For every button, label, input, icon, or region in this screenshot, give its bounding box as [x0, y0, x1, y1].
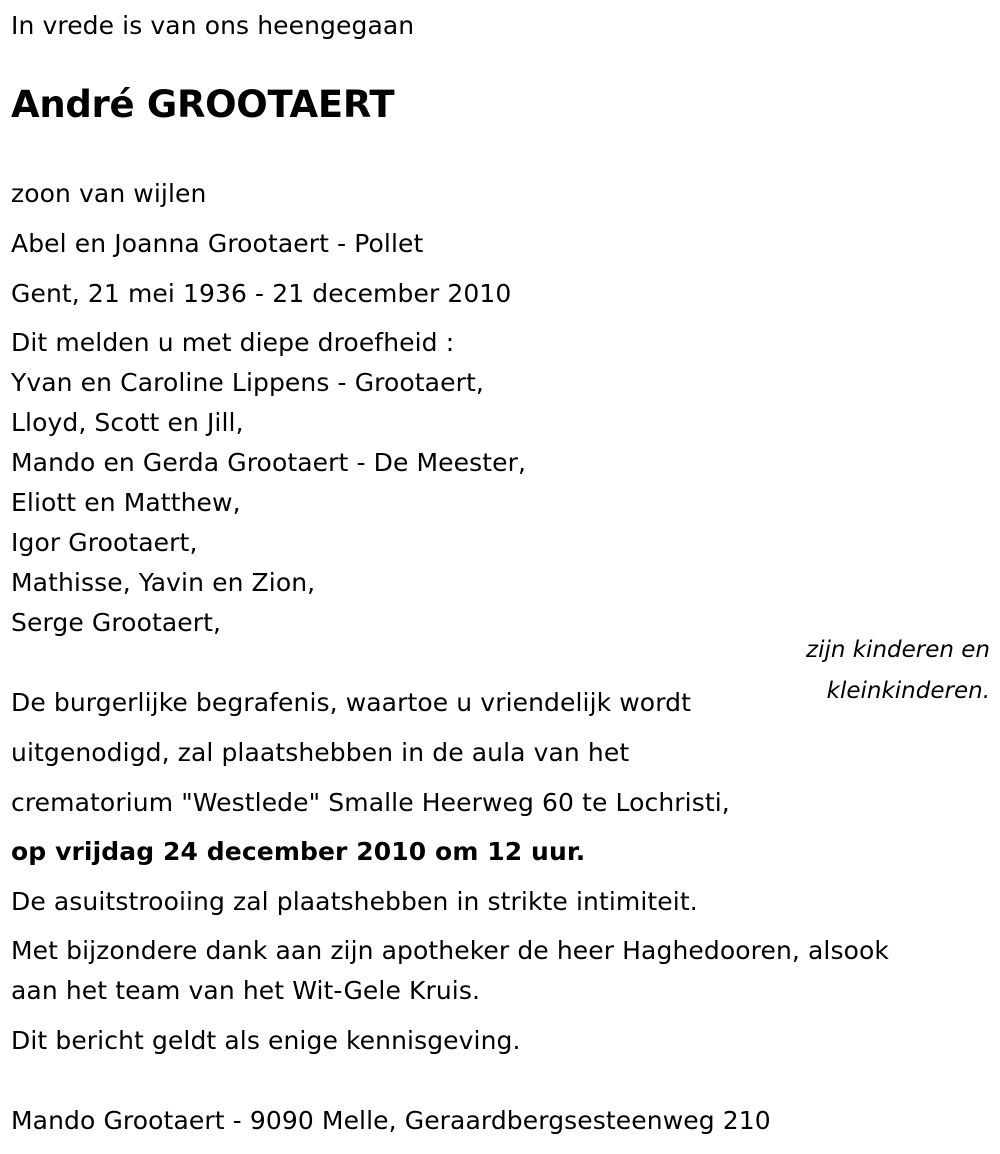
funeral-line: De burgerlijke begrafenis, waartoe u vriendelijk wordt [11, 688, 692, 717]
thanks-line: aan het team van het Wit-Gele Kruis. [11, 976, 481, 1005]
family-line: Igor Grootaert, [11, 528, 198, 557]
family-line: Mathisse, Yavin en Zion, [11, 568, 316, 597]
funeral-line: crematorium "Westlede" Smalle Heerweg 60 te Lochristi, [11, 788, 730, 817]
funeral-date: op vrijdag 24 december 2010 om 12 uur. [11, 837, 586, 866]
dates-text: Gent, 21 mei 1936 - 21 december 2010 [11, 279, 512, 308]
funeral-line: uitgenodigd, zal plaatshebben in de aula van het [11, 738, 630, 767]
family-line: Lloyd, Scott en Jill, [11, 408, 244, 437]
notice-text: Dit bericht geldt als enige kennisgeving. [11, 1026, 521, 1055]
family-line: Eliott en Matthew, [11, 488, 241, 517]
family-role-line: kleinkinderen. [826, 678, 990, 704]
announcement-text: Dit melden u met diepe droefheid : [11, 328, 455, 357]
contact-text: Mando Grootaert - 9090 Melle, Geraardbergsesteenweg 210 [11, 1106, 771, 1135]
family-line: Yvan en Caroline Lippens - Grootaert, [11, 368, 484, 397]
intro-text: In vrede is van ons heengegaan [11, 11, 415, 40]
family-line: Mando en Gerda Grootaert - De Meester, [11, 448, 527, 477]
family-line: Serge Grootaert, [11, 608, 222, 637]
family-role [806, 630, 990, 712]
thanks-line: Met bijzondere dank aan zijn apotheker de heer Haghedooren, alsook [11, 936, 889, 965]
family-role-line: zijn kinderen en [806, 637, 990, 663]
deceased-name: André GROOTAERT [11, 83, 395, 126]
parents-text: Abel en Joanna Grootaert - Pollet [11, 229, 424, 258]
relation-text: zoon van wijlen [11, 179, 207, 208]
ashes-text: De asuitstrooiing zal plaatshebben in strikte intimiteit. [11, 887, 698, 916]
